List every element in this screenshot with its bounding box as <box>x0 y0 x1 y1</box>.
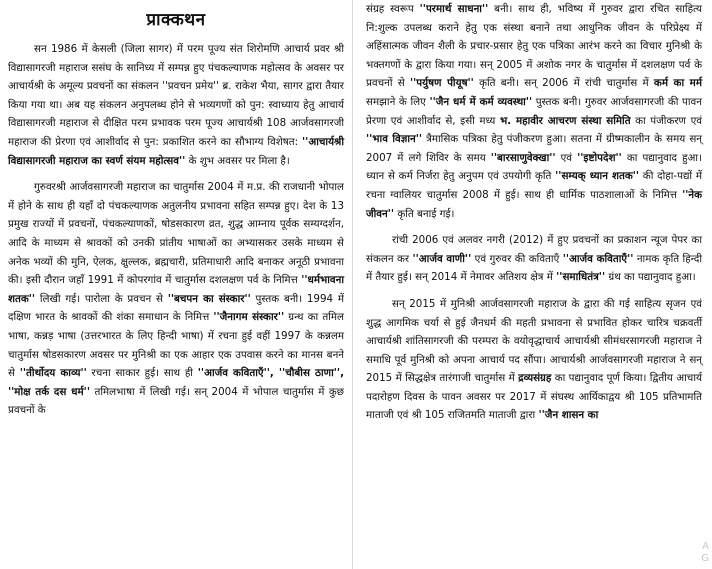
text-run: पुस्तक बनी। गुरुवर आर्जवसागरजी की पावन प्रेरणा एवं आशीर्वाद से, इसी मध्य <box>366 95 702 127</box>
text-run: का पंजीकरण एवं <box>630 114 702 127</box>
text-run: कृति बनाई गई। <box>394 207 455 220</box>
bold-phrase: ''आर्जव कविताएँ'', ''चौबीस ठाणा'', ''मोक्ष तर्क दस धर्म'' <box>8 367 344 398</box>
bold-phrase: ''आर्जव कविताएँ'' <box>562 252 634 265</box>
bold-phrase: भ. महावीर आचरण संस्था समिति <box>499 114 631 127</box>
page-title: प्राक्कथन <box>146 10 206 30</box>
text-run: एवं <box>555 151 578 164</box>
watermark-line: A <box>702 541 709 552</box>
text-run: सन् 2015 में मुनिश्री आर्जवसागरजी महाराज के द्वारा की गई साहित्य सृजन एवं शुद्ध आगमिक चर्या से हुई जैनधर्म की महती प्रभावना से प्रभावित होकर चारित्र चक्रवर्ती आचार्यश्री शांतिसागरजी की परम्परा के वयोवृद्धाचार्य आचार्यश्री सीमंधरसागरजी महाराज ने समाधि पूर्व मुनिश्री को अपना आचार्य पद सौंपा। आचार्यश्री आर्जवसागरजी महाराज ने सन् 2015 में सिद्धक्षेत्र तारंगाजी चातुर्मास में <box>366 297 702 385</box>
bold-phrase: ''जैन धर्म में कर्म व्यवस्था'' <box>429 95 533 108</box>
bold-phrase: ''आचार्यश्री विद्यासागरजी महाराज का स्वर्ण संयम महोत्सव'' <box>8 135 344 167</box>
text-run: पुस्तक बनी। 1994 में दक्षिण भारत के श्रावकों की शंका समाधान के निमित्त <box>8 292 345 324</box>
bold-phrase: ''भाव विज्ञान'' <box>366 133 423 146</box>
text-run: समझाने के लिए <box>366 95 430 108</box>
bold-phrase: ''इष्टोपदेश'' <box>577 151 622 164</box>
text-run: तमिलभाषा में लिखी गई। सन् 2004 में भोपाल चातुर्मास में कुछ प्रवचनों के <box>8 385 344 417</box>
bold-phrase: ''पर्युषण पीयूष'' <box>409 77 474 90</box>
right-column <box>366 0 702 425</box>
text-run: का पद्यानुवाद हुआ। ध्यान से कर्म निर्जरा हेतु अनुपम एवं उपयोगी कृति <box>366 151 702 183</box>
bold-phrase: ''धर्मभावना शतक'' <box>8 274 344 305</box>
text-run: ग्रन्थ का तमिल भाषा, कन्नड़ भाषा (उत्तरभारत के लिए हिन्दी भाषा) में रचना हुई वहीं 1997 के कन्नलम चातुर्मास षोडसकारण अवसर पर मुनिश्री का एक आहार एक उपवास करने का मानस बनने से <box>8 311 344 380</box>
bold-phrase: कर्म का मर्म <box>653 77 702 90</box>
column-divider <box>352 0 353 569</box>
text-run: की दोहा-पद्यों में रचना ग्वालियर चातुर्मास 2008 में हुई। साथ ही धार्मिक पाठशालाओं के निमित्त <box>366 170 702 201</box>
right-paragraph-1 <box>366 0 702 223</box>
right-paragraph-2 <box>366 231 702 287</box>
text-run: त्रैमासिक पत्रिका हेतु पंजीकरण हुआ। सतना में ग्रीष्मकालीन के समय सन् 2007 में लगे शिविर के समय <box>366 133 702 164</box>
left-column <box>8 0 344 420</box>
watermark <box>701 541 709 565</box>
bold-phrase: ''आर्जव वाणी'' <box>412 252 472 265</box>
text-run: बनी। साथ ही, भविष्य में गुरुवर द्वारा रचित साहित्य नि:शुल्क उपलब्ध कराने हेतु एक संस्था बनाने तथा आधुनिक जीवन के परिप्रेक्ष्य में अहिंसात्मक जीवन शैली के प्रचार-प्रसार हेतु एक पत्रिका आरंभ करने का विचार मुनिश्री के भक्तगणों के द्वारा किया गया। सन् 2005 में अशोक नगर के चातुर्मास में दशलक्षण पर्व के प्रवचनों से <box>366 3 702 90</box>
watermark-line: G <box>701 553 709 564</box>
bold-phrase: ''सम्यक् ध्यान शतक'' <box>555 170 640 183</box>
left-paragraph-1 <box>8 40 344 170</box>
left-paragraph-2 <box>8 178 344 420</box>
right-paragraph-3 <box>366 295 702 425</box>
bold-phrase: ''जैन शासन का <box>538 409 599 422</box>
bold-phrase: ''तीर्थोदय काव्य'' <box>19 367 87 380</box>
text-run: ग्रंथ का पद्यानुवाद हुआ। <box>605 271 696 284</box>
bold-phrase: द्रव्यसंग्रह <box>518 372 552 385</box>
text-run: एवं गुरुवर की कविताएँ <box>471 252 563 265</box>
bold-phrase: ''बारसाणुवेक्खा'' <box>490 151 556 164</box>
text-run: लिखी गई। पारोला के प्रवचन से <box>35 292 168 305</box>
text-run: सन 1986 में केसली (जिला सागर) में परम पूज्य संत शिरोमणि आचार्य प्रवर श्री विद्यासागरजी महाराज ससंघ के सानिध्य में सम्पन्न हुए पंचकल्याणक महोत्सव के अवसर पर आचार्यश्री के अमूल्य प्रवचनों का संकलन ''प्रवचन प्रमेय'' ब्र. राकेश भैया, सागर द्वारा तैयार किया गया था। अब यह संकलन अनुपलब्ध होने से भव्यगणों को पुन: स्वाध्याय हेतु आचार्य विद्यासागरजी महाराज से दीक्षित परम प्रभावक परम पूज्य आचार्यश्री 108 आर्जवसागरजी महाराज की प्रेरणा एवं आशीर्वाद से पुन: प्रकाशित करने का सौभाग्य विशेषत: <box>8 43 344 148</box>
text-run: संग्रह स्वरूप <box>366 3 420 15</box>
text-run: कृति बनी। सन् 2006 में रांची चातुर्मास में <box>473 77 654 90</box>
bold-phrase: ''नेक जीवन'' <box>366 188 702 220</box>
text-run: गुरुवरश्री आर्जवसागरजी महाराज का चातुर्मास 2004 में म.प्र. की राजधानी भोपाल में होने के साथ ही यहाँ दो पंचकल्याणक अतुलनीय प्रभावना सहित सम्पन्न हुए। देश के 13 प्रमुख राज्यों में प्रवचनों, पंचकल्याणकों, षोडसकारण व्रत, शुद्ध आम्नाय पूर्वक सम्यग्दर्शन, आदि के माध्यम से श्रावकों को उनकी प्रांतीय भाषाओं का अभ्यासकर उसके माध्यम से अनेक भव्यों की मुनि, ऐलक, क्षुल्लक, ब्रह्मचारी, प्रतिमाधारी आदि बनाकर अनूठी प्रभावना की। इसी दौरान जहाँ 1991 में कोपरगांव में चातुर्मास दशलक्षण पर्व के निमित्त <box>8 181 344 287</box>
text-run: का पद्यानुवाद पूर्ण किया। द्वितीय आचार्य पदारोहण दिवस के पावन अवसर पर 2017 में संघस्थ आर्यिकाद्वय श्री 105 प्रतिभामति माताजी एवं श्री 105 राजितमति माताजी द्वारा <box>366 372 702 422</box>
bold-phrase: ''परमार्थ साधना'' <box>419 3 489 15</box>
bold-phrase: ''समाधितंत्र'' <box>556 271 606 284</box>
text-run: रांची 2006 एवं अलवर नगरी (2012) में हुए प्रवचनों का प्रकाशन न्यूज पेपर का संकलन कर <box>366 234 702 265</box>
bold-phrase: ''जैनागम संस्कार'' <box>213 311 285 324</box>
text-run: नामक कृति हिन्दी में तैयार हुई। सन् 2014 में नेमावर अतिशय क्षेत्र में <box>366 252 702 284</box>
bold-phrase: ''बचपन का संस्कार'' <box>167 292 251 305</box>
text-run: रचना साकार हुई। साथ ही <box>86 367 198 380</box>
text-run: के शुभ अवसर पर मिला है। <box>185 154 290 167</box>
